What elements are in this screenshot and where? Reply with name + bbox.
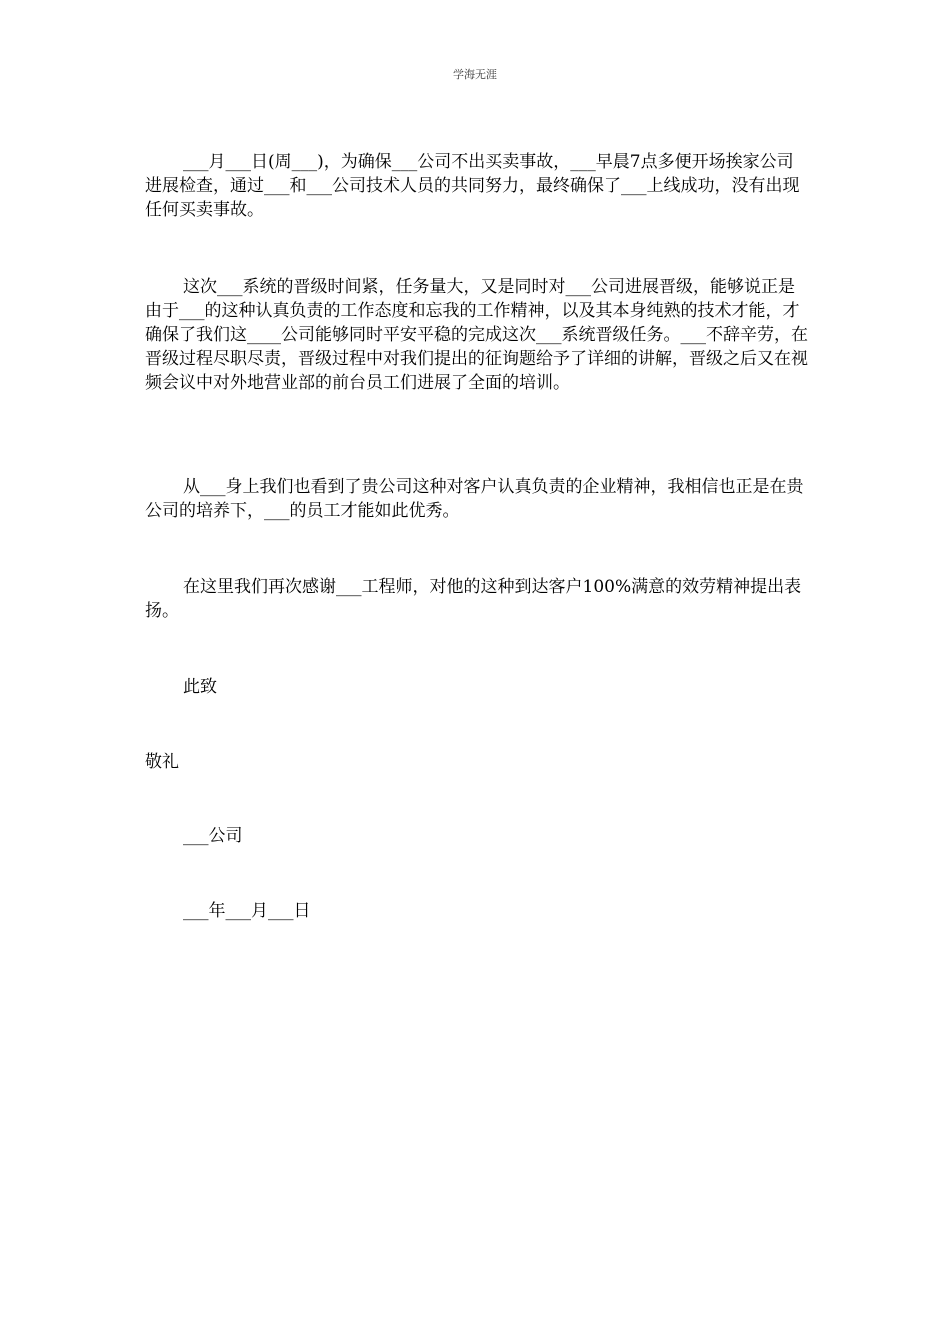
letter-paragraph-2: 这次___系统的晋级时间紧，任务量大，又是同时对___公司进展晋级，能够说正是由于___的这种认真负责的工作态度和忘我的工作精神，以及其本身纯熟的技术才能，才确保了我们这____公司能够同时平安平稳的完成这次___系统晋级任务。___不辞辛劳，在晋级过程尽职尽责，晋级过程中对我们提出的征询题给予了详细的讲解，晋级之后又在视频会议中对外地营业部的前台员工们进展了全面的培训。 xyxy=(145,277,808,393)
page-header: 学海无涯 xyxy=(453,68,497,81)
signature-company: ___公司 xyxy=(183,826,243,846)
signature-date: ___年___月___日 xyxy=(183,901,311,921)
letter-paragraph-4: 在这里我们再次感谢___工程师，对他的这种到达客户100%满意的效劳精神提出表扬。 xyxy=(145,577,802,621)
closing-regards: 敬礼 xyxy=(145,752,179,772)
closing-salutation: 此致 xyxy=(183,677,217,697)
letter-paragraph-1: ___月___日(周___)，为确保___公司不出买卖事故，___早晨7点多便开场挨家公司进展检查，通过___和___公司技术人员的共同努力，最终确保了___上线成功，没有出现任何买卖事故。 xyxy=(145,152,800,220)
letter-paragraph-3: 从___身上我们也看到了贵公司这种对客户认真负责的企业精神，我相信也正是在贵公司的培养下，___的员工才能如此优秀。 xyxy=(145,477,804,521)
